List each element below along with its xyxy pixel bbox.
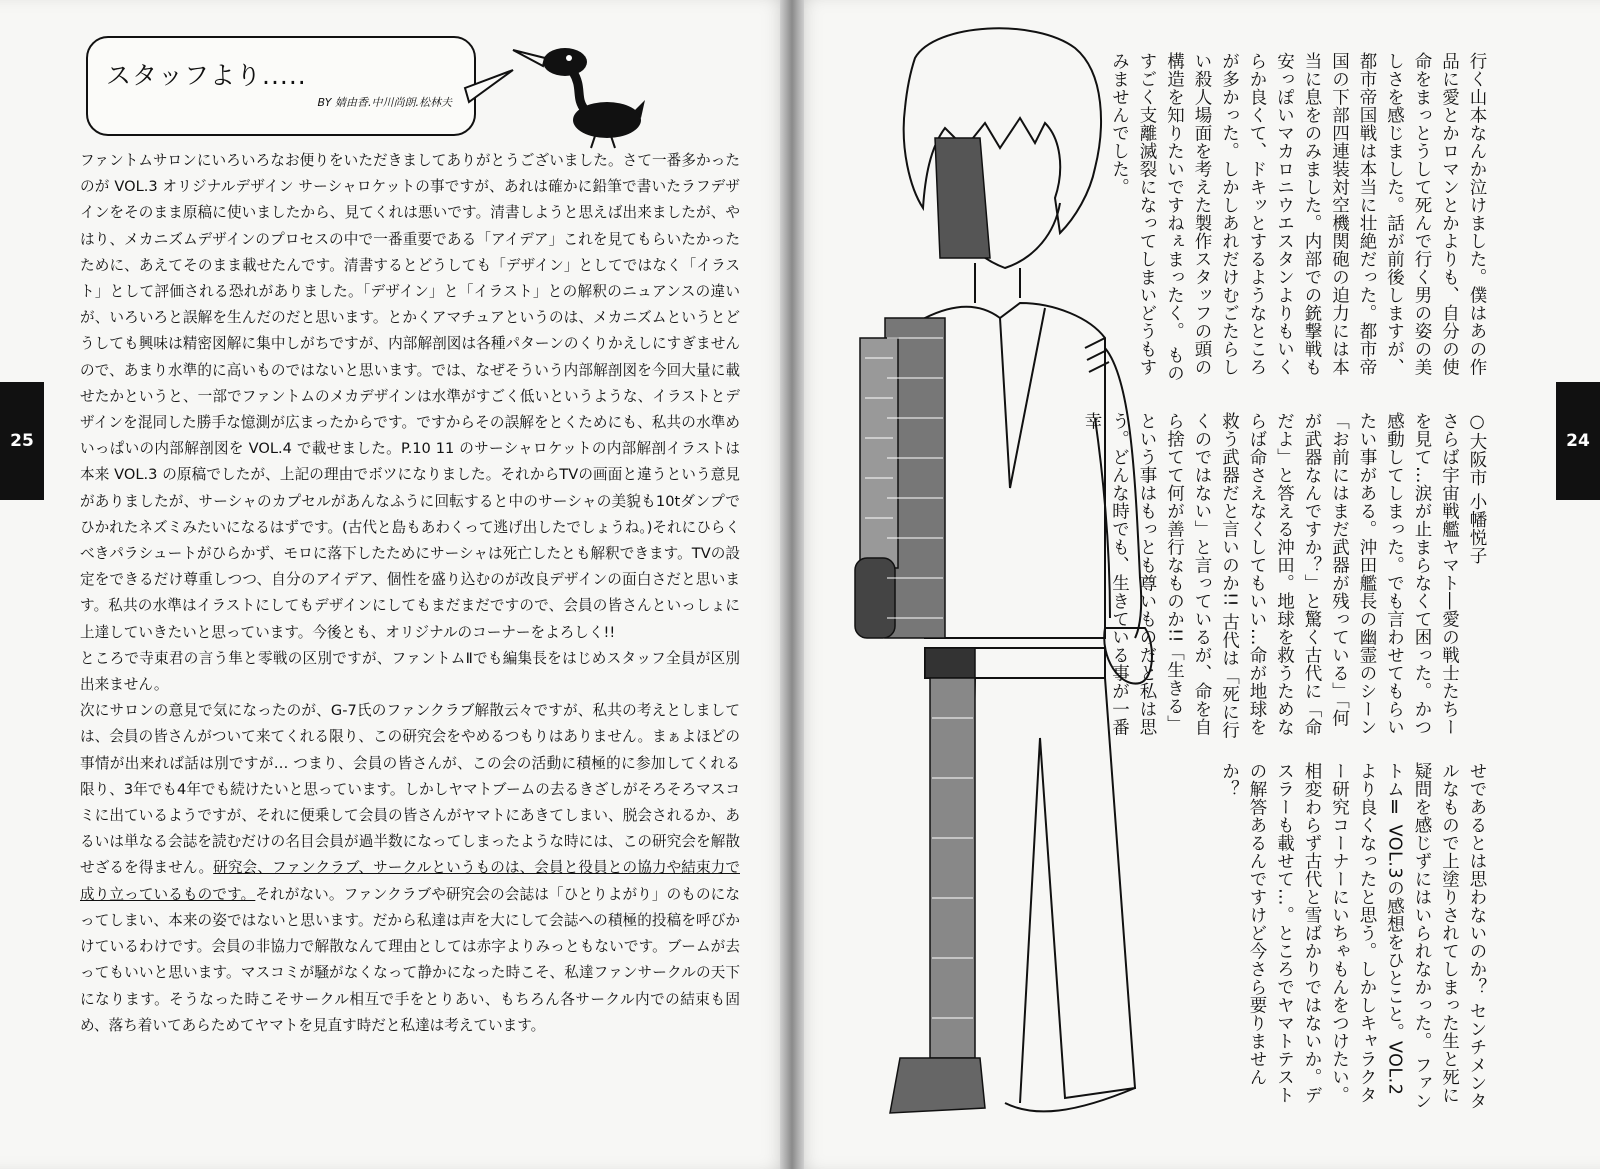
duck-illustration-icon (455, 40, 645, 150)
book-gutter (780, 0, 804, 1169)
article-closing-text: それがない。ファンクラブや研究会の会誌は「ひとりよがり」のものになってしまい、本来の姿ではないと思います。だから私達は声を大にして会誌への積極的投稿を呼びかけているわけです。会員の非協力で解散なんて理由としては赤字よりみっともないです。ブームが去ってもいいと思います。マスコミが騒がなくなって静かになった時こそ、私達ファンサークルの天下になります。そうなった時こそサークル相互で手をとりあい、もちろん各サークル内での結束も固め、落ち着いてあらためてヤマトを見直す時だと私達は考えています。 (80, 885, 740, 1034)
reader-letter-author: ○大阪市 小幡悦子 (1467, 412, 1487, 565)
article-paragraph-3 (80, 698, 740, 1039)
header-byline: BY 婧由香.中川尚朗.松林夫 (317, 96, 452, 109)
reader-letter-bottom-text: せであるとは思わないのか？ センチメンタルなもので上塗りされてしまった生と死に疑問を感じずにはいられなかった。 ファントムⅡ VOL.3の感想をひとこと。VOL.2より良くなったと思う。しかしキャラクター研究コーナーにいちゃもんをつけたい。相変わらず古代と雪ばかりではないか。デスラーも載せて…。ところでヤマトテストの解答あるんですけど今さら要りませんか？ (1219, 762, 1487, 1111)
android-figure-illustration-icon (805, 18, 1205, 1138)
article-paragraph-3-text: 次にサロンの意見で気になったのが、G-7氏のファンクラブ解散云々ですが、私共の考えとしましては、会員の皆さんがついて来てくれる限り、この研究会をやめるつもりはありません。まぁよほどの事情が出来れば話は別ですが… つまり、会員の皆さんが、この会の活動に積極的に参加してくれる限り、3年でも4年でも続けたいと思っています。しかしヤマトブームの去るきざしがそろそろマスコミに出ているようですが、それに便乗して会員の皆さんがヤマトにあきてしまい、脱会されるか、あるいは単なる会誌を読むだけの名目会員が過半数になってしまったような時には、この研究会を解散せざるを得ません。 (80, 702, 740, 877)
reader-letter-top-text: 行く山本なんか泣けました。僕はあの作品に愛とかロマンとかよりも、自分の使命をまっとうして死んで行く男の姿の美しさを感じました。話が前後しますが、都市帝国戦は本当に壮絶だった。都市帝国の下部四連装対空機関砲の迫力には本当に息をのみました。内部での銃撃戦も安っぽいマカロニウエスタンよりもいくらか良くて、ドキッとするようなところが多かった。しかしあれだけむごたらしい殺人場面を考えた製作スタッフの頭の構造を知りたいですねぇまったく。 ものすごく支離滅裂になってしまいどうもすみませんでした。 (1109, 52, 1487, 383)
article-paragraph-1: ファントムサロンにいろいろなお便りをいただきましてありがとうございました。さて一番多かったのが VOL.3 オリジナルデザイン サーシャロケットの事ですが、あれは確かに鉛筆で書いたラフデザインをそのまま原稿に使いましたから、見てくれは悪いです。清書しようと思えば出来ましたが、やはり、メカニズムデザインのプロセスの中で一番重要である「アイデア」これを見てもらいたかったために、あえてそのまま載せたんです。清書するとどうしても「デザイン」としてではなく「イラスト」として評価される恐れがありました。「デザイン」と「イラスト」との解釈のニュアンスの違いが、いろいろと誤解を生んだのだと思います。とかくアマチュアというのは、メカニズムというとどうしても興味は精密図解に集中しがちですが、内部解剖図は各種パターンのくりかえしにすぎませんので、あまり水準的に高いものではないと思います。では、なぜそういう内部解剖図を今回大量に載せたかというと、一部でファントムのメカデザインは水準がすごく低いというような、イラストとデザインを混同した勝手な憶測が広まったからです。ですからその誤解をとくためにも、私共の水準めいっぱいの内部解剖図を VOL.4 で載せました。P.10 11 のサーシャロケットの内部解剖イラストは本来 VOL.3 の原稿でしたが、上記の理由でボツになりました。それからTVの画面と違うという意見がありましたが、サーシャのカプセルがあんなふうに回転すると中のサーシャの美貌も10tダンプでひかれたネズミみたいになるはずです。(古代と島もあわくって逃げ出したでしょうね。)それにひらくべきパラシュートがひらかず、モロに落下したためにサーシャは死亡したとも解釈できます。TVの設定をできるだけ尊重しつつ、自分のアイデア、個性を盛り込むのが改良デザインの面白さだと思います。私共の水準はイラストにしてもデザインにしてもまだまだですので、会員の皆さんといっしょに上達していきたいと思っています。今後とも、オリジナルのコーナーをよろしく!! (80, 152, 740, 641)
reader-letter-mid-text: さらば宇宙戦艦ヤマト―愛の戦士たちーを見て…涙が止まらなくて困った。かつ感動してしまった。でも言わせてもらいたい事がある。沖田艦長の幽霊のシーン「お前にはまだ武器が残っている」「何が武器なんですか？」と驚く古代に「命だよ」と答える沖田。地球を救うためならば命さえなくしてもいい…命が地球を救う武器だと言いのか!! 古代は「死に行くのではない」と言っているが、命を自ら捨てて何が善行なものか!!「生きる」という事はもっとも尊いものだと私は思う。どんな時でも、生きている事が一番幸 (1082, 412, 1460, 740)
page-number-right: 24 (1556, 382, 1600, 500)
staff-article (80, 148, 740, 1039)
header-speech-bubble (86, 36, 476, 136)
article-underlined-sentence: 研究会、ファンクラブ、サークルというものは、会員と役員との協力や結束力で成り立っているものです。 (80, 859, 740, 903)
reader-letter-bottom (1215, 762, 1490, 1112)
header-title: スタッフより..... (106, 61, 307, 90)
article-paragraph-2: ところで寺東君の言う隼と零戦の区別ですが、ファントムⅡでも編集長をはじめスタッフ全員が区別出来ません。 (80, 649, 740, 694)
page-number-left: 25 (0, 382, 44, 500)
left-page (0, 0, 792, 1169)
